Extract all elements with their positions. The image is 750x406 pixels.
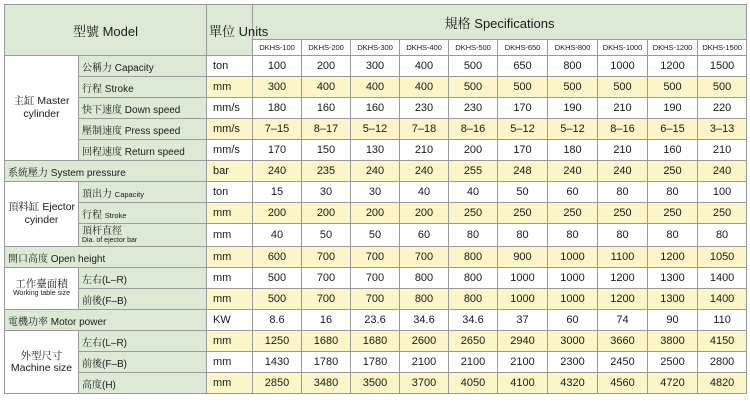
value-cell: 2100 xyxy=(449,352,498,373)
label-en: Capacity xyxy=(114,62,154,74)
value-cell: 700 xyxy=(351,247,400,268)
value-cell: 80 xyxy=(648,224,698,247)
value-cell: 700 xyxy=(302,289,351,310)
units-header-text: 單位 Units xyxy=(209,23,269,39)
label-cn: 回程速度 xyxy=(82,146,122,158)
value-cell: 800 xyxy=(449,268,498,289)
value-cell: 500 xyxy=(498,77,548,98)
value-cell: 2450 xyxy=(598,352,648,373)
value-cell: 650 xyxy=(498,56,548,77)
model-name: DKHS-1200 xyxy=(648,40,698,56)
value-cell: 800 xyxy=(548,56,598,77)
value-cell: 1000 xyxy=(548,247,598,268)
unit-cell: mm/s xyxy=(207,98,253,119)
label-en: System pressure xyxy=(50,167,126,179)
value-cell: 40 xyxy=(253,224,302,247)
value-cell: 700 xyxy=(302,268,351,289)
value-cell: 3800 xyxy=(648,331,698,352)
row-label xyxy=(79,352,207,373)
value-cell: 240 xyxy=(598,161,648,182)
value-cell: 8.6 xyxy=(253,310,302,331)
value-cell: 1200 xyxy=(598,268,648,289)
unit-cell: mm xyxy=(207,224,253,247)
value-cell: 40 xyxy=(449,182,498,203)
table-row xyxy=(5,182,747,203)
model-name: DKHS-650 xyxy=(498,40,548,56)
value-cell: 500 xyxy=(253,268,302,289)
value-cell: 500 xyxy=(449,56,498,77)
value-cell: 80 xyxy=(698,224,747,247)
label-cn: 開口高度 xyxy=(8,253,48,265)
value-cell: 1430 xyxy=(253,352,302,373)
value-cell: 2100 xyxy=(400,352,449,373)
value-cell: 16 xyxy=(302,310,351,331)
label-cn: 快下速度 xyxy=(82,104,122,116)
value-cell: 110 xyxy=(698,310,747,331)
value-cell: 1680 xyxy=(302,331,351,352)
value-cell: 8–17 xyxy=(302,119,351,140)
model-name: DKHS-100 xyxy=(253,40,302,56)
value-cell: 1780 xyxy=(302,352,351,373)
table-row xyxy=(5,289,747,310)
value-cell: 3500 xyxy=(351,373,400,394)
value-cell: 210 xyxy=(698,140,747,161)
value-cell: 3480 xyxy=(302,373,351,394)
value-cell: 23.6 xyxy=(351,310,400,331)
value-cell: 210 xyxy=(598,140,648,161)
value-cell: 80 xyxy=(449,224,498,247)
row-label xyxy=(79,56,207,77)
label-en: Return speed xyxy=(124,146,185,158)
value-cell: 800 xyxy=(449,247,498,268)
value-cell: 200 xyxy=(253,203,302,224)
value-cell: 3–13 xyxy=(698,119,747,140)
value-cell: 250 xyxy=(648,161,698,182)
value-cell: 90 xyxy=(648,310,698,331)
group-label-cn: 外型尺寸 xyxy=(20,350,63,362)
unit-cell: mm/s xyxy=(207,140,253,161)
value-cell: 200 xyxy=(302,203,351,224)
value-cell: 500 xyxy=(648,77,698,98)
table-row xyxy=(5,203,747,224)
table-row xyxy=(5,224,747,247)
value-cell: 500 xyxy=(548,77,598,98)
value-cell: 100 xyxy=(253,56,302,77)
value-cell: 60 xyxy=(548,182,598,203)
value-cell: 34.6 xyxy=(449,310,498,331)
label-cn: 公稱力 xyxy=(82,62,112,74)
label-en: Open height xyxy=(50,253,106,265)
value-cell: 60 xyxy=(548,310,598,331)
label-cn: 系統壓力 xyxy=(8,167,48,179)
value-cell: 1400 xyxy=(698,289,747,310)
table-row xyxy=(5,247,747,268)
value-cell: 500 xyxy=(698,77,747,98)
unit-cell: KW xyxy=(207,310,253,331)
label-cn: 電機功率 xyxy=(8,316,48,328)
value-cell: 3700 xyxy=(400,373,449,394)
value-cell: 300 xyxy=(351,56,400,77)
value-cell: 2600 xyxy=(400,331,449,352)
specifications-table xyxy=(4,4,747,394)
value-cell: 900 xyxy=(498,247,548,268)
specifications-header: 規格 Specifications xyxy=(253,5,747,40)
value-cell: 4100 xyxy=(498,373,548,394)
unit-cell: ton xyxy=(207,182,253,203)
label-cn: 頂出力 xyxy=(82,188,112,200)
value-cell: 5–12 xyxy=(548,119,598,140)
table-row xyxy=(5,161,747,182)
value-cell: 800 xyxy=(449,289,498,310)
value-cell: 200 xyxy=(449,140,498,161)
value-cell: 210 xyxy=(598,98,648,119)
label-cn: 行程 xyxy=(82,209,102,221)
value-cell: 40 xyxy=(400,182,449,203)
value-cell: 200 xyxy=(400,203,449,224)
label-en: Down speed xyxy=(124,104,181,116)
unit-cell: mm xyxy=(207,268,253,289)
value-cell: 2650 xyxy=(449,331,498,352)
row-label xyxy=(5,247,207,268)
model-name: DKHS-200 xyxy=(302,40,351,56)
unit-cell: mm xyxy=(207,331,253,352)
value-cell: 220 xyxy=(698,98,747,119)
value-cell: 4050 xyxy=(449,373,498,394)
value-cell: 2940 xyxy=(498,331,548,352)
label-en: Motor power xyxy=(50,316,107,328)
label-cn: 高度(H) xyxy=(82,379,116,391)
value-cell: 500 xyxy=(449,77,498,98)
value-cell: 160 xyxy=(351,98,400,119)
value-cell: 80 xyxy=(598,224,648,247)
value-cell: 15 xyxy=(253,182,302,203)
table-row xyxy=(5,77,747,98)
unit-cell: mm xyxy=(207,77,253,98)
label-en: Stroke xyxy=(104,83,134,95)
value-cell: 8–16 xyxy=(598,119,648,140)
value-cell: 34.6 xyxy=(400,310,449,331)
unit-cell: mm xyxy=(207,352,253,373)
group-label-en: Machine size xyxy=(10,362,73,374)
value-cell: 300 xyxy=(253,77,302,98)
value-cell: 700 xyxy=(400,247,449,268)
value-cell: 2850 xyxy=(253,373,302,394)
value-cell: 1300 xyxy=(648,289,698,310)
value-cell: 1100 xyxy=(598,247,648,268)
group-working-table-size xyxy=(5,268,79,310)
value-cell: 240 xyxy=(548,161,598,182)
value-cell: 50 xyxy=(498,182,548,203)
value-cell: 3660 xyxy=(598,331,648,352)
row-label xyxy=(79,203,207,224)
value-cell: 1200 xyxy=(598,289,648,310)
model-header: 型號 Model xyxy=(5,5,207,56)
row-label xyxy=(5,161,207,182)
value-cell: 250 xyxy=(449,203,498,224)
value-cell: 1000 xyxy=(548,289,598,310)
value-cell: 250 xyxy=(548,203,598,224)
row-label xyxy=(79,182,207,203)
value-cell: 250 xyxy=(698,203,747,224)
group-machine-size xyxy=(5,331,79,394)
value-cell: 1780 xyxy=(351,352,400,373)
label-cn: 前後(F–B) xyxy=(82,295,127,307)
group-master-cylinder: 主缸 Master cylinder xyxy=(5,56,79,161)
value-cell: 7–15 xyxy=(253,119,302,140)
value-cell: 3000 xyxy=(548,331,598,352)
value-cell: 1200 xyxy=(648,56,698,77)
value-cell: 1250 xyxy=(253,331,302,352)
table-row xyxy=(5,98,747,119)
group-ejector-cylinder: 頂料缸 Ejector cyinder xyxy=(5,182,79,247)
value-cell: 5–12 xyxy=(498,119,548,140)
value-cell: 500 xyxy=(253,289,302,310)
value-cell: 240 xyxy=(351,161,400,182)
table-row xyxy=(5,119,747,140)
value-cell: 1000 xyxy=(548,268,598,289)
value-cell: 1500 xyxy=(698,56,747,77)
value-cell: 1200 xyxy=(648,247,698,268)
value-cell: 80 xyxy=(498,224,548,247)
value-cell: 190 xyxy=(648,98,698,119)
unit-cell: mm/s xyxy=(207,119,253,140)
value-cell: 200 xyxy=(351,203,400,224)
value-cell: 130 xyxy=(351,140,400,161)
value-cell: 150 xyxy=(302,140,351,161)
value-cell: 6–15 xyxy=(648,119,698,140)
label-cn: 前後(F–B) xyxy=(82,358,127,370)
value-cell: 7–18 xyxy=(400,119,449,140)
value-cell: 700 xyxy=(351,268,400,289)
value-cell: 60 xyxy=(400,224,449,247)
label-cn: 左右(L–R) xyxy=(82,274,128,286)
value-cell: 250 xyxy=(648,203,698,224)
table-row xyxy=(5,268,747,289)
unit-cell: mm xyxy=(207,247,253,268)
value-cell: 160 xyxy=(648,140,698,161)
value-cell: 2300 xyxy=(548,352,598,373)
value-cell: 180 xyxy=(253,98,302,119)
value-cell: 800 xyxy=(400,289,449,310)
label-cn: 頂杆直徑 xyxy=(82,225,122,237)
unit-cell: mm xyxy=(207,203,253,224)
value-cell: 160 xyxy=(302,98,351,119)
label-en: Dia. of ejector bar xyxy=(82,236,138,244)
row-label xyxy=(79,224,207,247)
value-cell: 190 xyxy=(548,98,598,119)
value-cell: 4720 xyxy=(648,373,698,394)
value-cell: 1000 xyxy=(498,289,548,310)
value-cell: 200 xyxy=(302,56,351,77)
row-label xyxy=(79,140,207,161)
value-cell: 1000 xyxy=(498,268,548,289)
model-name: DKHS-500 xyxy=(449,40,498,56)
value-cell: 80 xyxy=(548,224,598,247)
value-cell: 210 xyxy=(400,140,449,161)
value-cell: 1400 xyxy=(698,268,747,289)
model-name: DKHS-400 xyxy=(400,40,449,56)
value-cell: 248 xyxy=(498,161,548,182)
value-cell: 2800 xyxy=(698,352,747,373)
value-cell: 170 xyxy=(253,140,302,161)
value-cell: 170 xyxy=(498,98,548,119)
value-cell: 240 xyxy=(400,161,449,182)
row-label xyxy=(5,310,207,331)
value-cell: 50 xyxy=(302,224,351,247)
value-cell: 4560 xyxy=(598,373,648,394)
value-cell: 1300 xyxy=(648,268,698,289)
unit-cell: ton xyxy=(207,56,253,77)
value-cell: 250 xyxy=(598,203,648,224)
value-cell: 4820 xyxy=(698,373,747,394)
table-row xyxy=(5,331,747,352)
value-cell: 1680 xyxy=(351,331,400,352)
unit-cell: mm xyxy=(207,373,253,394)
value-cell: 80 xyxy=(648,182,698,203)
value-cell: 37 xyxy=(498,310,548,331)
value-cell: 800 xyxy=(400,268,449,289)
value-cell: 100 xyxy=(698,182,747,203)
group-label-en: Working table size xyxy=(12,290,71,297)
row-label xyxy=(79,331,207,352)
table-row xyxy=(5,140,747,161)
value-cell: 240 xyxy=(698,161,747,182)
value-cell: 170 xyxy=(498,140,548,161)
model-name: DKHS-1000 xyxy=(598,40,648,56)
row-label xyxy=(79,373,207,394)
row-label xyxy=(79,268,207,289)
value-cell: 50 xyxy=(351,224,400,247)
table-row xyxy=(5,373,747,394)
value-cell: 235 xyxy=(302,161,351,182)
model-name: DKHS-800 xyxy=(548,40,598,56)
unit-cell: bar xyxy=(207,161,253,182)
value-cell: 80 xyxy=(598,182,648,203)
table-row xyxy=(5,310,747,331)
value-cell: 240 xyxy=(253,161,302,182)
value-cell: 4320 xyxy=(548,373,598,394)
value-cell: 30 xyxy=(351,182,400,203)
value-cell: 230 xyxy=(449,98,498,119)
row-label xyxy=(79,119,207,140)
value-cell: 8–16 xyxy=(449,119,498,140)
unit-cell: mm xyxy=(207,289,253,310)
value-cell: 600 xyxy=(253,247,302,268)
value-cell: 255 xyxy=(449,161,498,182)
value-cell: 700 xyxy=(302,247,351,268)
model-name: DKHS-300 xyxy=(351,40,400,56)
row-label xyxy=(79,77,207,98)
value-cell: 400 xyxy=(302,77,351,98)
value-cell: 500 xyxy=(598,77,648,98)
value-cell: 74 xyxy=(598,310,648,331)
value-cell: 400 xyxy=(351,77,400,98)
value-cell: 700 xyxy=(351,289,400,310)
units-header xyxy=(207,5,269,56)
value-cell: 180 xyxy=(548,140,598,161)
label-en: Stroke xyxy=(104,210,127,220)
value-cell: 30 xyxy=(302,182,351,203)
value-cell: 400 xyxy=(400,56,449,77)
label-en: Capacity xyxy=(114,189,144,199)
value-cell: 1000 xyxy=(598,56,648,77)
value-cell: 250 xyxy=(498,203,548,224)
value-cell: 2500 xyxy=(648,352,698,373)
value-cell: 4150 xyxy=(698,331,747,352)
label-cn: 壓制速度 xyxy=(82,125,122,137)
model-name: DKHS-1500 xyxy=(698,40,747,56)
row-label xyxy=(79,289,207,310)
value-cell: 1050 xyxy=(698,247,747,268)
table-row xyxy=(5,352,747,373)
label-en: Press speed xyxy=(124,125,181,137)
group-label-cn: 工作臺面積 xyxy=(15,278,68,290)
value-cell: 400 xyxy=(400,77,449,98)
label-cn: 左右(L–R) xyxy=(82,337,128,349)
row-label xyxy=(79,98,207,119)
value-cell: 2100 xyxy=(498,352,548,373)
value-cell: 5–12 xyxy=(351,119,400,140)
value-cell: 230 xyxy=(400,98,449,119)
table-row xyxy=(5,56,747,77)
label-cn: 行程 xyxy=(82,83,102,95)
